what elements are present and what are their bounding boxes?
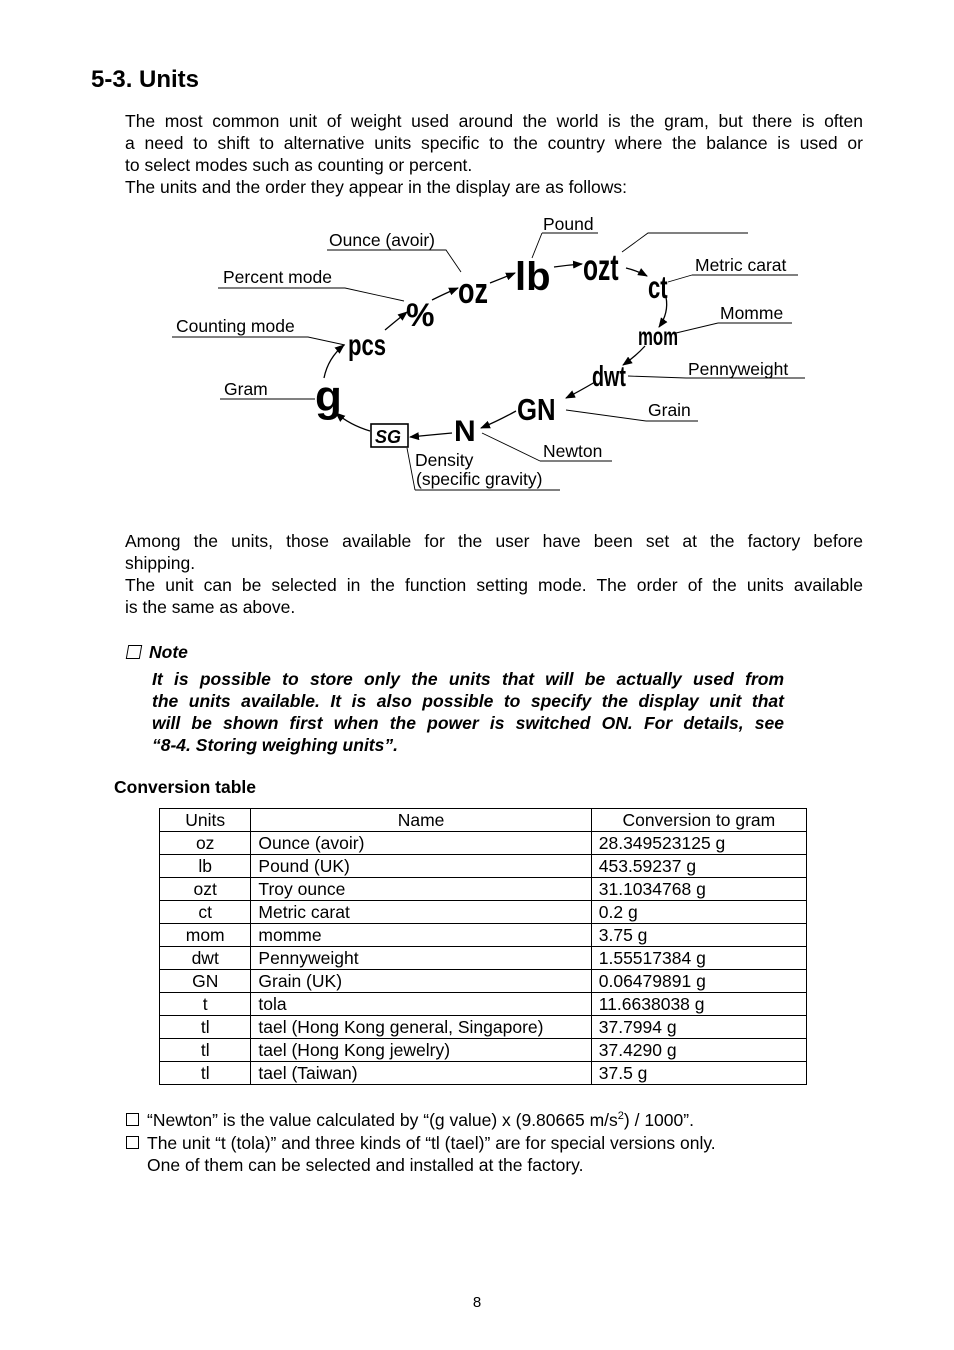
- symbol-sg: SG: [375, 427, 402, 447]
- symbol-lb: lb: [515, 255, 551, 299]
- cell-name: Troy ounce: [251, 878, 591, 901]
- newton-text-pre: “Newton” is the value calculated by “(g value) x (9.80665 m/s: [147, 1109, 618, 1130]
- arrow-n-sg: [410, 433, 452, 437]
- symbol-gn: GN: [517, 392, 556, 428]
- arrow-dwt-gn: [566, 382, 595, 398]
- cell-unit: ct: [160, 901, 251, 924]
- symbol-sg-box: [371, 424, 408, 447]
- table-row: [160, 1062, 807, 1085]
- table-row: [160, 970, 807, 993]
- bullet-newton: [126, 1105, 694, 1131]
- tola-line-1: The unit “t (tola)” and three kinds of “tl (tael)” are for special versions only.: [147, 1133, 716, 1153]
- cell-unit: lb: [160, 855, 251, 878]
- label-pound: Pound: [543, 214, 594, 234]
- symbol-oz: oz: [458, 270, 488, 311]
- symbol-pcs: pcs: [348, 327, 387, 362]
- symbol-ozt: ozt: [583, 245, 619, 289]
- symbol-dwt: dwt: [592, 361, 626, 394]
- cell-name: tael (Hong Kong general, Singapore): [251, 1016, 591, 1039]
- arrow-pcs-pct: [385, 312, 407, 330]
- table-row: [160, 1039, 807, 1062]
- checkbox-icon: [126, 645, 142, 659]
- note-heading: [127, 642, 188, 663]
- checkbox-icon: [126, 1113, 139, 1126]
- cell-conversion: 28.349523125 g: [591, 832, 806, 855]
- checkbox-icon: [126, 1136, 139, 1149]
- label-newton: Newton: [543, 441, 603, 461]
- intro-line: The most common unit of weight used around the world is the gram, but there is often: [125, 111, 863, 131]
- label-momme: Momme: [720, 303, 784, 323]
- cell-conversion: 0.2 g: [591, 901, 806, 924]
- conversion-table: [159, 808, 807, 1085]
- arrow-pct-oz: [432, 288, 458, 300]
- intro-line: The units and the order they appear in the display are as follows:: [125, 177, 627, 197]
- page-number: 8: [472, 1294, 482, 1311]
- intro-line: to select modes such as counting or percent.: [125, 155, 473, 175]
- cell-name: tael (Hong Kong jewelry): [251, 1039, 591, 1062]
- label-grain: Grain: [648, 400, 691, 420]
- cell-unit: tl: [160, 1039, 251, 1062]
- header-conversion: Conversion to gram: [591, 809, 806, 832]
- table-row: [160, 993, 807, 1016]
- bullet-tola: [126, 1132, 716, 1176]
- leader-troy: [622, 233, 748, 252]
- cell-conversion: 37.4290 g: [591, 1039, 806, 1062]
- cell-unit: tl: [160, 1016, 251, 1039]
- cell-conversion: 3.75 g: [591, 924, 806, 947]
- body-line: The unit can be selected in the function setting mode. The order of the units available: [125, 575, 863, 595]
- cell-conversion: 1.55517384 g: [591, 947, 806, 970]
- table-row: [160, 1016, 807, 1039]
- arrow-oz-lb: [490, 273, 515, 283]
- cell-name: momme: [251, 924, 591, 947]
- leader-ounce: [327, 250, 461, 272]
- cell-name: Pennyweight: [251, 947, 591, 970]
- leader-percent: [218, 288, 404, 301]
- intro-line: a need to shift to alternative units specific to the country where the balance is used or: [125, 133, 863, 153]
- cell-conversion: 0.06479891 g: [591, 970, 806, 993]
- symbol-ct: ct: [648, 270, 668, 305]
- note-line: It is possible to store only the units that will be actually used from: [152, 669, 784, 689]
- symbol-percent: %: [406, 297, 435, 333]
- table-header-row: [160, 809, 807, 832]
- arrow-lb-ozt: [554, 264, 582, 267]
- header-name: Name: [251, 809, 591, 832]
- newton-text-post: ) / 1000”.: [623, 1109, 694, 1130]
- note-line: “8-4. Storing weighing units”.: [152, 735, 398, 755]
- table-row: [160, 924, 807, 947]
- table-row: [160, 901, 807, 924]
- cell-conversion: 31.1034768 g: [591, 878, 806, 901]
- cell-unit: dwt: [160, 947, 251, 970]
- table-row: [160, 855, 807, 878]
- label-gram: Gram: [224, 379, 268, 399]
- leader-momme: [676, 323, 792, 333]
- newton-superscript: 2: [617, 1110, 624, 1122]
- note-title: Note: [149, 642, 188, 662]
- table-row: [160, 878, 807, 901]
- unit-cycle-diagram: [0, 0, 954, 500]
- label-ounce: Ounce (avoir): [329, 230, 436, 250]
- cell-conversion: 37.5 g: [591, 1062, 806, 1085]
- label-density: Density: [415, 450, 474, 470]
- cell-unit: tl: [160, 1062, 251, 1085]
- cell-name: Pound (UK): [251, 855, 591, 878]
- note-body: [152, 668, 784, 756]
- body-line: Among the units, those available for the user have been set at the factory before: [125, 531, 863, 551]
- body-line: is the same as above.: [125, 597, 296, 617]
- label-percent: Percent mode: [223, 267, 332, 287]
- arrow-gn-n: [481, 411, 516, 428]
- cell-unit: mom: [160, 924, 251, 947]
- conversion-table-title: Conversion table: [114, 777, 256, 797]
- leader-counting: [172, 337, 345, 345]
- header-units: Units: [160, 809, 251, 832]
- cell-conversion: 11.6638038 g: [591, 993, 806, 1016]
- availability-paragraph: [125, 530, 863, 618]
- cell-name: Metric carat: [251, 901, 591, 924]
- cell-conversion: 453.59237 g: [591, 855, 806, 878]
- note-line: will be shown first when the power is switched ON. For details, see: [152, 713, 784, 733]
- table-row: [160, 947, 807, 970]
- cell-name: tael (Taiwan): [251, 1062, 591, 1085]
- symbol-g: g: [315, 372, 342, 421]
- label-specific-gravity: (specific gravity): [416, 469, 543, 489]
- cell-unit: t: [160, 993, 251, 1016]
- cell-unit: GN: [160, 970, 251, 993]
- body-line: shipping.: [125, 553, 196, 573]
- tola-line-2: One of them can be selected and installed at the factory.: [147, 1155, 584, 1175]
- leader-carat: [668, 275, 798, 282]
- cell-name: Ounce (avoir): [251, 832, 591, 855]
- label-pennyweight: Pennyweight: [688, 359, 789, 379]
- cell-conversion: 37.7994 g: [591, 1016, 806, 1039]
- table-body: [160, 832, 807, 1085]
- label-counting: Counting mode: [176, 316, 295, 336]
- section-title: 5-3. Units: [91, 66, 200, 93]
- arrow-ozt-ct: [626, 268, 647, 276]
- cell-name: tola: [251, 993, 591, 1016]
- symbol-n: N: [454, 415, 476, 448]
- cell-name: Grain (UK): [251, 970, 591, 993]
- symbol-mom: mom: [638, 322, 679, 351]
- note-line: the units available. It is also possible to specify the display unit that: [152, 691, 784, 711]
- cell-unit: oz: [160, 832, 251, 855]
- cell-unit: ozt: [160, 878, 251, 901]
- table-row: [160, 832, 807, 855]
- label-metric-carat: Metric carat: [695, 255, 787, 275]
